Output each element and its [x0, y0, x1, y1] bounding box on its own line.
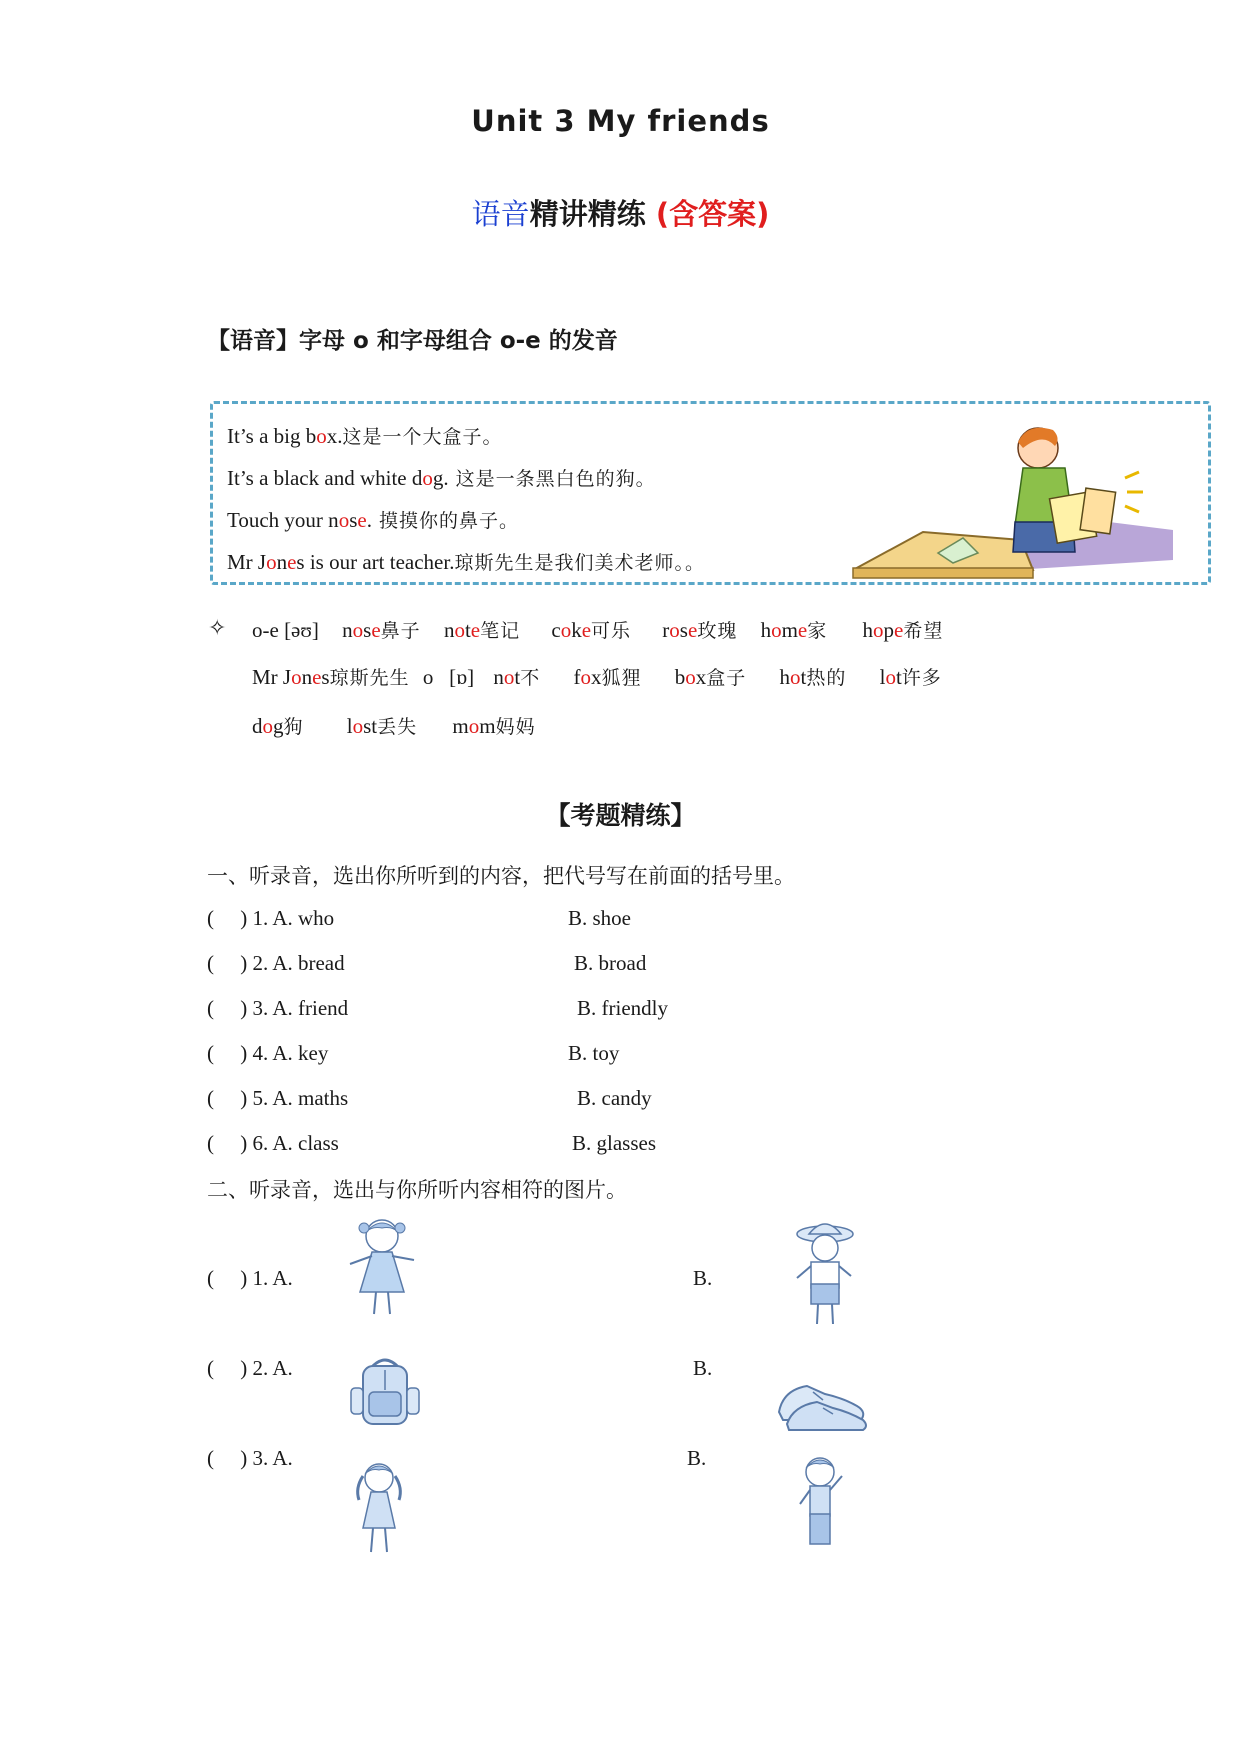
part2-item-3-b: B. — [687, 1446, 707, 1470]
part2-item-1: ( ) 1. A. — [207, 1266, 293, 1290]
part2-item-3: ( ) 3. A. — [207, 1446, 293, 1470]
part1-item-5-b: B. candy — [577, 1086, 652, 1110]
practice-title: 【考题精练】 — [545, 801, 696, 830]
part1-item-6-b: B. glasses — [572, 1131, 656, 1155]
part1-item-4: ( ) 4. A. key — [207, 1041, 329, 1065]
sneakers-illustration — [773, 1372, 873, 1434]
part2-item-2: ( ) 2. A. — [207, 1356, 293, 1380]
girl-in-dress-illustration — [342, 1214, 422, 1324]
subtitle-part2: 精讲精练 — [529, 197, 646, 231]
girl-waving-illustration — [790, 1452, 850, 1556]
backpack-illustration — [345, 1354, 425, 1430]
vocab-row-1: o-e [əʊ] nose鼻子 note笔记 coke可乐 rose玫瑰 home家 hope希望 — [252, 618, 944, 642]
part1-item-2: ( ) 2. A. bread — [207, 951, 345, 975]
page-subtitle — [0, 192, 1241, 233]
star-bullet-icon: ✧ — [208, 616, 227, 641]
example-line-2: It’s a black and white dog. 这是一条黑白色的狗。 — [227, 466, 656, 490]
part1-item-1: ( ) 1. A. who — [207, 906, 335, 930]
subtitle-part1: 语音 — [471, 197, 530, 231]
boy-with-card-illustration — [843, 420, 1183, 580]
part1-item-2-b: B. broad — [574, 951, 647, 975]
page-title: Unit 3 My friends — [471, 104, 770, 138]
part1-item-6: ( ) 6. A. class — [207, 1131, 339, 1155]
vocab-row-3: dog狗 lost丢失 mom妈妈 — [252, 714, 536, 738]
part1-item-1-b: B. shoe — [568, 906, 631, 930]
boy-in-hat-illustration — [785, 1218, 865, 1334]
example-line-3: Touch your nose. 摸摸你的鼻子。 — [227, 508, 519, 532]
part1-instruction: 一、听录音，选出你所听到的内容，把代号写在前面的括号里。 — [207, 864, 795, 888]
vocab-row-2: Mr Jones琼斯先生 o [ɒ] not不 fox狐狸 box盒子 hot热的 lot许多 — [252, 665, 942, 689]
subtitle-part3: (含答案) — [655, 197, 770, 231]
phonics-section-heading: 【语音】字母 o 和字母组合 o-e 的发音 — [207, 328, 618, 354]
girl-with-pigtails-illustration — [349, 1458, 409, 1562]
part1-item-5: ( ) 5. A. maths — [207, 1086, 349, 1110]
part1-item-4-b: B. toy — [568, 1041, 620, 1065]
part2-item-1-b: B. — [693, 1266, 713, 1290]
part2-item-2-b: B. — [693, 1356, 713, 1380]
example-line-1: It’s a big box.这是一个大盒子。 — [227, 424, 503, 448]
part2-instruction: 二、听录音，选出与你所听内容相符的图片。 — [207, 1178, 627, 1202]
example-line-4: Mr Jones is our art teacher.琼斯先生是我们美术老师。。 — [227, 550, 705, 574]
part1-item-3-b: B. friendly — [577, 996, 668, 1020]
part1-item-3: ( ) 3. A. friend — [207, 996, 349, 1020]
